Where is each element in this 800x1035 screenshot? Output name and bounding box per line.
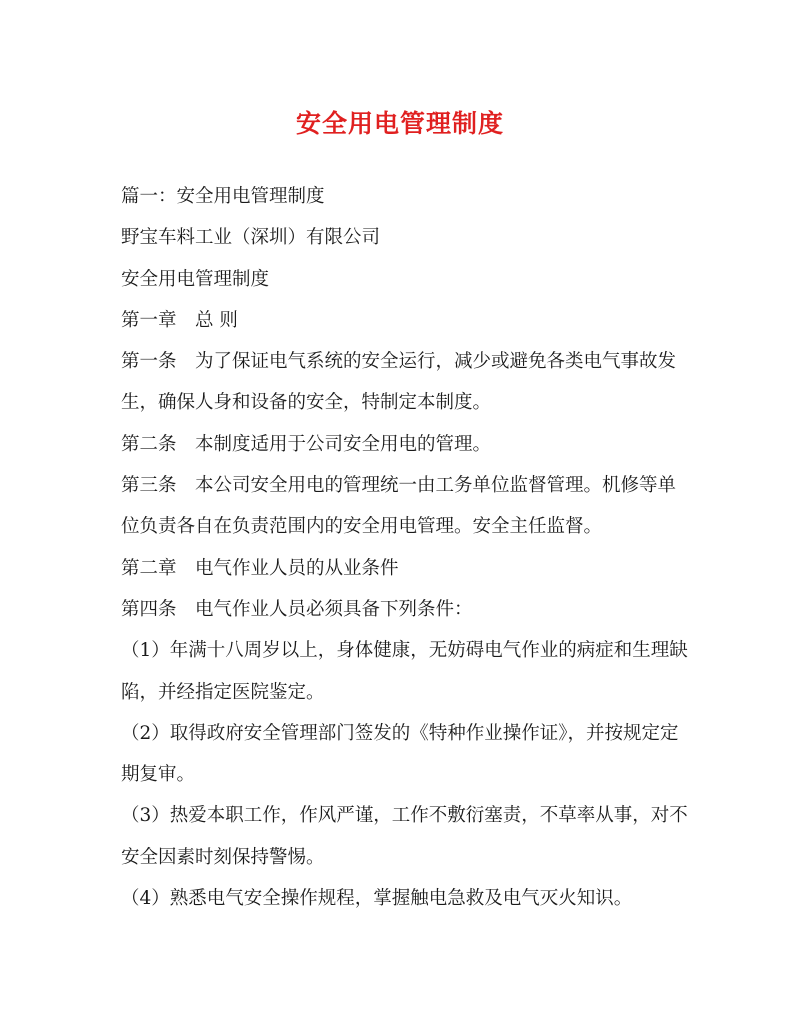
document-title: 安全用电管理制度	[295, 109, 504, 138]
list-item-line: （2）取得政府安全管理部门签发的《特种作业操作证》，并按规定定	[121, 722, 679, 744]
article-line: 生，确保人身和设备的安全，特制定本制度。	[121, 392, 492, 414]
chapter-heading: 第一章 总 则	[121, 309, 238, 331]
list-item-line: （4）熟悉电气安全操作规程，掌握触电急救及电气灭火知识。	[121, 888, 633, 910]
article-line: 第四条 电气作业人员必须具备下列条件：	[121, 598, 473, 620]
company-name: 野宝车料工业（深圳）有限公司	[121, 227, 381, 249]
article-line: 第三条 本公司安全用电的管理统一由工务单位监督管理。机修等单	[121, 475, 677, 497]
regulation-name: 安全用电管理制度	[121, 268, 270, 290]
list-item-line: （3）热爱本职工作，作风严谨，工作不敷衍塞责，不草率从事，对不	[121, 805, 688, 827]
article-line: 第二条 本制度适用于公司安全用电的管理。	[121, 433, 492, 455]
list-item-line: 安全因素时刻保持警惕。	[121, 846, 325, 868]
document-body	[121, 176, 687, 919]
list-item-line: （1）年满十八周岁以上，身体健康，无妨碍电气作业的病症和生理缺	[121, 640, 688, 662]
list-item-line: 期复审。	[121, 764, 196, 786]
list-item-line: 陷，并经指定医院鉴定。	[121, 681, 325, 703]
section-heading: 篇一：安全用电管理制度	[121, 186, 325, 207]
article-line: 第一条 为了保证电气系统的安全运行，减少或避免各类电气事故发	[121, 351, 677, 373]
article-line: 位负责各自在负责范围内的安全用电管理。安全主任监督。	[121, 516, 603, 538]
chapter-heading: 第二章 电气作业人员的从业条件	[121, 557, 399, 579]
